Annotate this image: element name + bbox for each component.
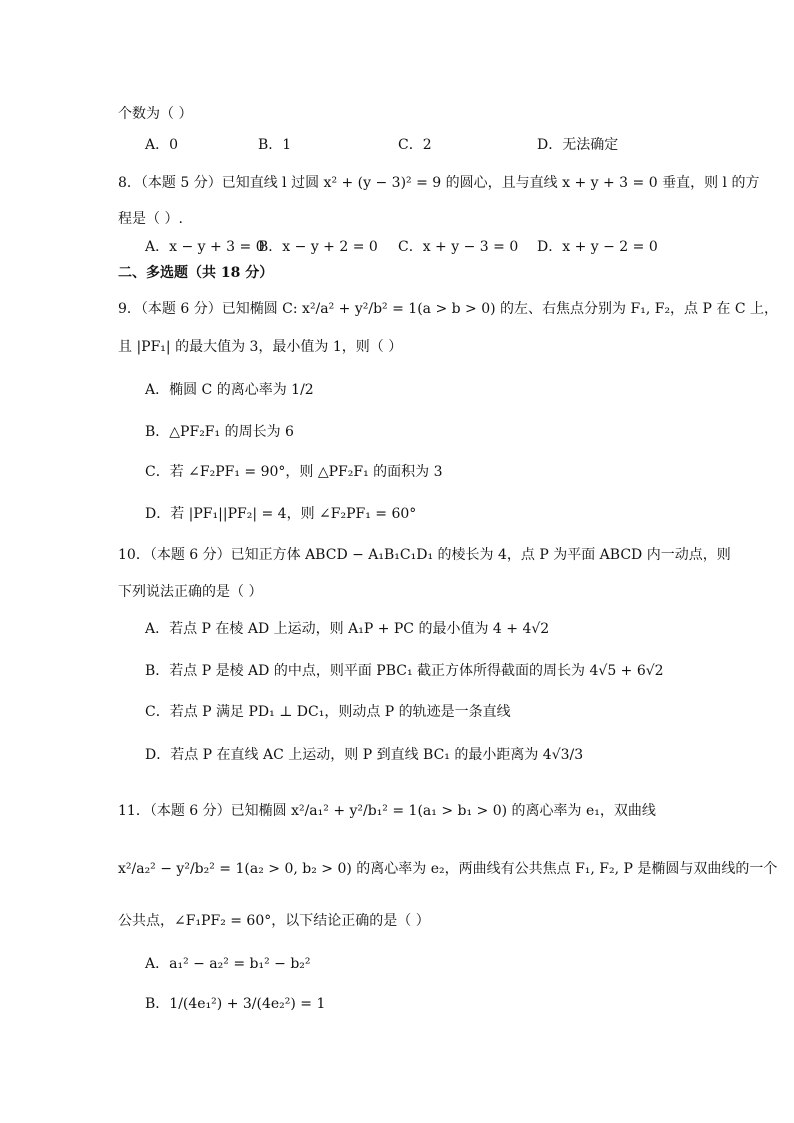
q9-stem-line2: 且 |PF₁| 的最大值为 3，最小值为 1，则（ ） [118,339,403,355]
q9-option-c: C．若 ∠F₂PF₁ = 90°，则 △PF₂F₁ 的面积为 3 [145,464,443,480]
q7-option-a: A．0 [145,137,179,153]
q9-option-b: B．△PF₂F₁ 的周长为 6 [145,424,294,440]
q10-option-a: A．若点 P 在棱 AD 上运动，则 A₁P + PC 的最小值为 4 + 4√2 [145,621,550,637]
q10-stem-line2: 下列说法正确的是（ ） [118,584,263,600]
section-heading: 二、多选题（共 18 分） [118,265,274,281]
q11-option-a: A．a₁² − a₂² = b₁² − b₂² [145,956,311,972]
q8-option-d: D．x + y − 2 = 0 [537,239,658,255]
q8-option-a: A．x − y + 3 = 0 [145,239,265,255]
q9-stem-line1: 9．（本题 6 分）已知椭圆 C: x²/a² + y²/b² = 1(a > b > 0) 的左、右焦点分别为 F₁, F₂，点 P 在 C 上， [118,301,778,317]
q11-stem-line3: 公共点，∠F₁PF₂ = 60°，以下结论正确的是（ ） [118,913,430,929]
q8-stem-line1: 8．（本题 5 分）已知直线 l 过圆 x² + (y − 3)² = 9 的圆心，且与直线 x + y + 3 = 0 垂直，则 l 的方 [118,175,760,191]
q10-option-b: B．若点 P 是棱 AD 的中点，则平面 PBC₁ 截正方体所得截面的周长为 4√5 + 6√2 [145,663,664,679]
q9-option-d: D．若 |PF₁||PF₂| = 4，则 ∠F₂PF₁ = 60° [145,506,417,522]
q7-option-c: C．2 [398,137,432,153]
q8-stem-line2: 程是（ ）. [118,211,183,227]
q7-option-b: B．1 [258,137,292,153]
q8-option-b: B．x − y + 2 = 0 [258,239,378,255]
q7-tail: 个数为（ ） [118,106,193,122]
q11-option-b: B．1/(4e₁²) + 3/(4e₂²) = 1 [145,996,326,1012]
q11-stem-line1: 11．（本题 6 分）已知椭圆 x²/a₁² + y²/b₁² = 1(a₁ > b₁ > 0) 的离心率为 e₁，双曲线 [118,803,656,819]
q10-stem-line1: 10．（本题 6 分）已知正方体 ABCD − A₁B₁C₁D₁ 的棱长为 4，点 P 为平面 ABCD 内一动点，则 [118,547,731,563]
q7-option-d: D．无法确定 [537,137,619,153]
q8-option-c: C．x + y − 3 = 0 [398,239,519,255]
q11-stem-line2: x²/a₂² − y²/b₂² = 1(a₂ > 0, b₂ > 0) 的离心率为 e₂，两曲线有公共焦点 F₁, F₂, P 是椭圆与双曲线的一个 [118,861,778,877]
q9-option-a: A．椭圆 C 的离心率为 1/2 [145,382,314,398]
q10-option-d: D．若点 P 在直线 AC 上运动，则 P 到直线 BC₁ 的最小距离为 4√3/3 [145,747,584,763]
q10-option-c: C．若点 P 满足 PD₁ ⊥ DC₁，则动点 P 的轨迹是一条直线 [145,704,511,720]
